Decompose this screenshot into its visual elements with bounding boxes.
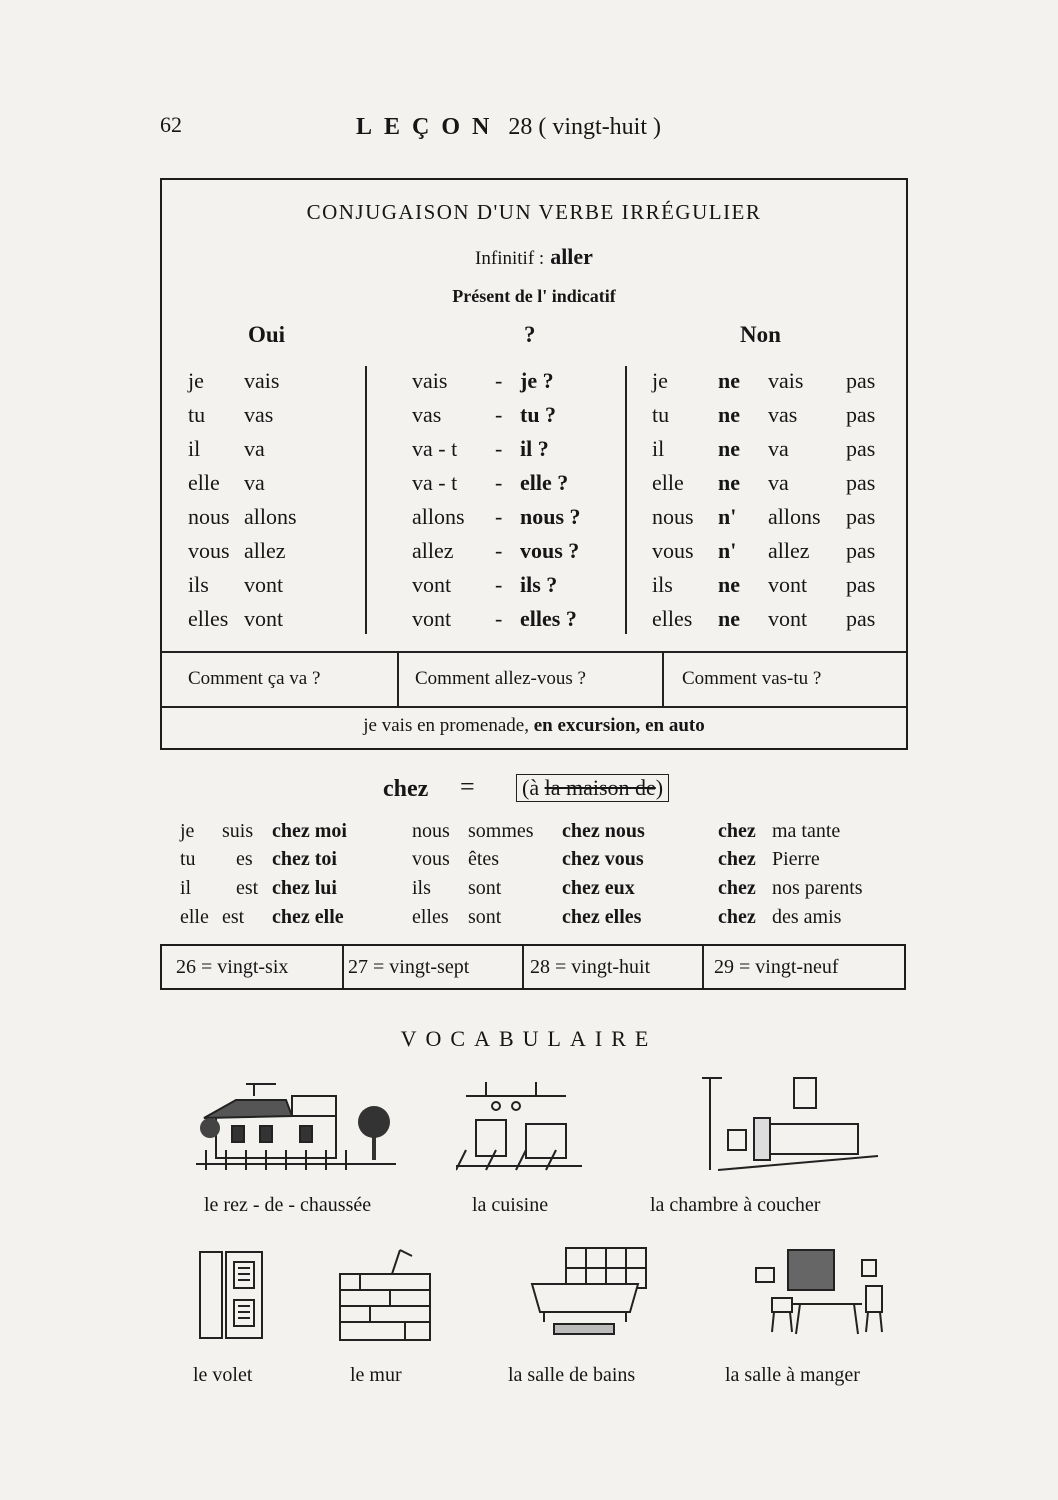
column-divider (662, 651, 664, 708)
conjugation-cell-q-verb: va - t (412, 470, 458, 495)
conjugation-cell-verb: va (244, 436, 265, 461)
chez-cell-c-obj: Pierre (772, 848, 820, 870)
conjugation-cell-q-pron: tu ? (520, 402, 557, 427)
conjugation-cell-n-ne: ne (718, 368, 740, 393)
conjugation-cell-n-pron: ils (652, 572, 673, 597)
conjugation-cell-q-verb: vais (412, 368, 448, 393)
conjugation-cell-n-verb: vais (768, 368, 804, 393)
conjugation-cell-n-verb: vont (768, 572, 808, 597)
conjugation-cell-verb: allons (244, 504, 297, 529)
conjugation-cell-n-ne: ne (718, 470, 740, 495)
conjugation-cell-n-ne: ne (718, 606, 740, 631)
example-part: je vais (363, 715, 413, 736)
conjugation-cell-verb: va (244, 470, 265, 495)
chez-cell-c-chez: chez (718, 877, 756, 899)
chez-cell-c-chez: chez (718, 906, 756, 928)
chez-heading: chez (383, 776, 429, 802)
page-number: 62 (160, 112, 182, 137)
vocab-label-volet: le volet (193, 1364, 253, 1386)
conjugation-cell-verb: allez (244, 538, 286, 563)
chez-cell-b-verb: sommes (468, 820, 534, 842)
conjugation-cell-q-verb: vont (412, 572, 452, 597)
chez-cell-b-chez: chez elles (562, 906, 642, 928)
conjugation-cell-n-pas: pas (846, 368, 876, 393)
conjugation-cell-q-link: - (495, 606, 503, 631)
chez-cell-a-chez: chez lui (272, 877, 337, 899)
conjugation-cell-n-pas: pas (846, 402, 876, 427)
chez-cell-a-chez: chez toi (272, 848, 337, 870)
conjugation-cell-n-pas: pas (846, 504, 876, 529)
conjugation-cell-n-ne: ne (718, 572, 740, 597)
conjugation-cell-q-verb: vas (412, 402, 442, 427)
column-header-non: Non (740, 322, 781, 347)
conjugation-cell-q-verb: allons (412, 504, 465, 529)
chez-cell-a-verb: es (236, 848, 253, 870)
conjugation-cell-verb: vais (244, 368, 280, 393)
example-part: en excursion, (533, 715, 641, 736)
chez-cell-c-obj: des amis (772, 906, 842, 928)
conjugation-cell-pron: elles (188, 606, 229, 631)
conjugation-cell-q-link: - (495, 470, 503, 495)
tense-label: Présent de l' indicatif (452, 286, 616, 306)
column-divider (397, 651, 399, 708)
conjugation-cell-q-link: - (495, 572, 503, 597)
lesson-word: LEÇON (356, 114, 502, 140)
chez-cell-a-pron: il (180, 877, 192, 899)
conjugation-cell-pron: tu (188, 402, 206, 427)
column-divider (625, 366, 627, 634)
dining-room-icon (752, 1246, 892, 1342)
conjugation-cell-n-pas: pas (846, 606, 876, 631)
chez-cell-b-chez: chez eux (562, 877, 635, 899)
chez-cell-c-obj: ma tante (772, 820, 841, 842)
example-sentence (162, 715, 906, 737)
conjugation-cell-q-link: - (495, 368, 503, 393)
conjugation-table (160, 178, 908, 750)
chez-cell-b-pron: elles (412, 906, 449, 928)
infinitive-label: Infinitif : (475, 248, 545, 269)
conjugation-cell-q-link: - (495, 402, 503, 427)
conjugation-cell-q-link: - (495, 504, 503, 529)
chez-cell-b-pron: nous (412, 820, 450, 842)
divider-line (162, 651, 906, 653)
conjugation-cell-n-ne: n' (718, 538, 737, 563)
conjugation-cell-n-pron: tu (652, 402, 670, 427)
number-27: 27 = vingt-sept (348, 956, 470, 978)
chez-cell-a-verb: est (222, 906, 245, 928)
chez-cell-a-verb: suis (222, 820, 254, 842)
number-29: 29 = vingt-neuf (714, 956, 839, 978)
conjugation-cell-pron: nous (188, 504, 230, 529)
conjugation-cell-pron: il (188, 436, 201, 461)
chez-cell-b-chez: chez nous (562, 820, 645, 842)
conjugation-cell-n-verb: va (768, 470, 789, 495)
kitchen-icon (456, 1080, 586, 1172)
chez-cell-b-pron: vous (412, 848, 450, 870)
conjugation-cell-n-pron: je (652, 368, 668, 393)
conjugation-cell-pron: vous (188, 538, 230, 563)
conjugation-cell-n-verb: vont (768, 606, 808, 631)
conjugation-cell-n-pas: pas (846, 572, 876, 597)
conjugation-cell-q-link: - (495, 538, 503, 563)
chez-cell-b-verb: sont (468, 906, 502, 928)
column-divider (702, 946, 704, 988)
conjugation-cell-n-ne: ne (718, 402, 740, 427)
numbers-table (160, 944, 906, 990)
column-divider (342, 946, 344, 988)
chez-definition (516, 774, 669, 802)
chez-cell-b-verb: êtes (468, 848, 500, 870)
definition-open: (à (522, 775, 540, 800)
shutter-icon (196, 1248, 266, 1344)
phrase-comment-allez-vous: Comment allez-vous ? (415, 668, 586, 689)
conjugation-cell-verb: vont (244, 606, 284, 631)
number-28: 28 = vingt-huit (530, 956, 651, 978)
vocab-label-salle-a-manger: la salle à manger (725, 1364, 860, 1386)
conjugation-cell-verb: vont (244, 572, 284, 597)
conjugation-cell-q-pron: elles ? (520, 606, 577, 631)
chez-cell-c-chez: chez (718, 848, 756, 870)
chez-cell-a-pron: tu (180, 848, 196, 870)
definition-struck: la maison de (544, 775, 656, 800)
vocab-label-chambre: la chambre à coucher (650, 1194, 821, 1216)
chez-cell-a-chez: chez moi (272, 820, 347, 842)
chez-cell-b-chez: chez vous (562, 848, 644, 870)
vocab-label-cuisine: la cuisine (472, 1194, 549, 1216)
infinitive-line (162, 244, 906, 270)
bathtub-icon (526, 1246, 656, 1338)
phrase-comment-vas-tu: Comment vas-tu ? (682, 668, 822, 689)
chez-cell-c-obj: nos parents (772, 877, 863, 899)
chez-cell-b-verb: sont (468, 877, 502, 899)
conjugation-cell-n-verb: vas (768, 402, 798, 427)
conjugation-cell-n-pron: vous (652, 538, 694, 563)
column-header-question: ? (524, 322, 536, 347)
conjugation-cell-q-verb: allez (412, 538, 454, 563)
conjugation-cell-q-pron: elle ? (520, 470, 569, 495)
phrase-comment-ca-va: Comment ça va ? (188, 668, 321, 689)
vocab-label-mur: le mur (350, 1364, 402, 1386)
equals-sign: = (460, 772, 475, 801)
chez-cell-c-chez: chez (718, 820, 756, 842)
conjugation-cell-n-pron: nous (652, 504, 694, 529)
conjugation-title: CONJUGAISON D'UN VERBE IRRÉGULIER (306, 200, 762, 224)
conjugation-cell-q-pron: il ? (520, 436, 549, 461)
conjugation-cell-pron: ils (188, 572, 209, 597)
conjugation-cell-n-pron: elle (652, 470, 684, 495)
conjugation-cell-n-pas: pas (846, 470, 876, 495)
conjugation-cell-n-ne: ne (718, 436, 740, 461)
conjugation-cell-pron: je (188, 368, 204, 393)
definition-close: ) (655, 775, 664, 800)
column-divider (365, 366, 367, 634)
conjugation-cell-n-pron: elles (652, 606, 693, 631)
bedroom-icon (698, 1074, 888, 1174)
conjugation-cell-verb: vas (244, 402, 274, 427)
conjugation-cell-q-verb: va - t (412, 436, 458, 461)
column-header-oui: Oui (248, 322, 286, 347)
house-icon (196, 1078, 410, 1174)
conjugation-cell-q-pron: vous ? (520, 538, 580, 563)
conjugation-cell-n-ne: n' (718, 504, 737, 529)
chez-cell-a-verb: est (236, 877, 259, 899)
conjugation-cell-n-pron: il (652, 436, 665, 461)
conjugation-cell-n-verb: allez (768, 538, 810, 563)
wall-icon (330, 1246, 440, 1346)
lesson-number: 28 ( vingt-huit ) (508, 114, 662, 140)
conjugation-cell-q-pron: nous ? (520, 504, 581, 529)
lesson-title (356, 114, 661, 141)
chez-cell-a-pron: elle (180, 906, 209, 928)
chez-cell-a-chez: chez elle (272, 906, 344, 928)
conjugation-cell-q-link: - (495, 436, 503, 461)
conjugation-cell-n-verb: va (768, 436, 789, 461)
vocab-label-salle-de-bains: la salle de bains (508, 1364, 636, 1386)
divider-line (162, 706, 906, 708)
conjugation-cell-q-verb: vont (412, 606, 452, 631)
example-part: en promenade, (417, 715, 529, 736)
vocab-label-rez-de-chaussee: le rez - de - chaussée (204, 1194, 372, 1216)
conjugation-cell-n-pas: pas (846, 538, 876, 563)
conjugation-cell-n-pas: pas (846, 436, 876, 461)
conjugation-cell-pron: elle (188, 470, 220, 495)
column-divider (522, 946, 524, 988)
chez-cell-a-pron: je (180, 820, 195, 842)
infinitive-verb: aller (550, 244, 593, 269)
chez-cell-b-pron: ils (412, 877, 431, 899)
vocabulary-title: VOCABULAIRE (400, 1026, 658, 1051)
conjugation-cell-n-verb: allons (768, 504, 821, 529)
example-part: en auto (645, 715, 705, 736)
conjugation-cell-q-pron: je ? (520, 368, 554, 393)
conjugation-cell-q-pron: ils ? (520, 572, 558, 597)
number-26: 26 = vingt-six (176, 956, 289, 978)
